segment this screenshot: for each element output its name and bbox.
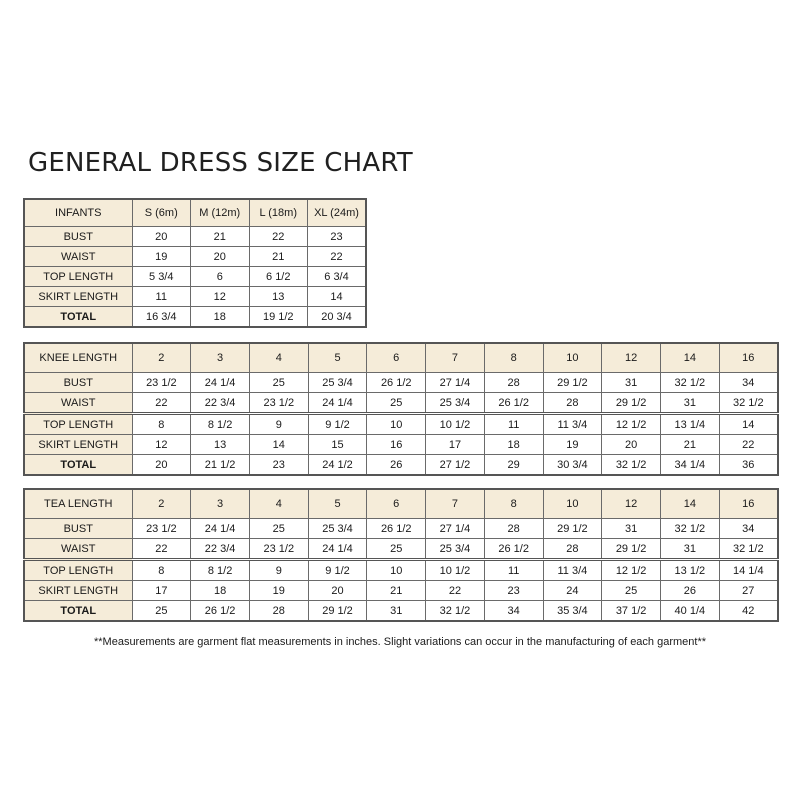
measurement-value: 23 [308, 227, 367, 247]
size-header-cell: 16 [719, 343, 778, 373]
measurement-value: 24 1/4 [308, 393, 367, 414]
measurement-label: SKIRT LENGTH [24, 581, 132, 601]
measurement-value: 12 1/2 [602, 560, 661, 581]
size-header-cell: 7 [426, 343, 485, 373]
knee-length-size-table [23, 342, 779, 476]
table-row [24, 581, 778, 601]
table-row [24, 393, 778, 414]
header-row [24, 489, 778, 519]
measurement-value: 29 1/2 [543, 519, 602, 539]
size-header-cell: 3 [191, 343, 250, 373]
measurement-value: 37 1/2 [602, 601, 661, 622]
measurement-value: 11 3/4 [543, 560, 602, 581]
measurement-value: 27 1/2 [426, 455, 485, 476]
tea-length-size-table [23, 488, 779, 622]
size-header-cell: S (6m) [132, 199, 191, 227]
measurement-value: 20 [602, 435, 661, 455]
measurement-value: 32 1/2 [719, 393, 778, 414]
measurement-value: 35 3/4 [543, 601, 602, 622]
measurement-label: BUST [24, 519, 132, 539]
measurement-value: 27 1/4 [426, 373, 485, 393]
measurement-value: 10 1/2 [426, 560, 485, 581]
measurement-label: SKIRT LENGTH [24, 435, 132, 455]
measurement-value: 14 [249, 435, 308, 455]
measurement-value: 8 1/2 [191, 560, 250, 581]
measurement-value: 31 [602, 373, 661, 393]
measurement-value: 17 [426, 435, 485, 455]
measurement-value: 12 [132, 435, 191, 455]
size-header-cell: 3 [191, 489, 250, 519]
size-header-cell: 14 [660, 489, 719, 519]
measurement-value: 25 [249, 373, 308, 393]
measurement-value: 34 1/4 [660, 455, 719, 476]
measurement-value: 24 1/4 [191, 519, 250, 539]
measurement-value: 29 1/2 [543, 373, 602, 393]
table-row [24, 227, 366, 247]
measurement-value: 11 3/4 [543, 414, 602, 435]
measurement-value: 18 [484, 435, 543, 455]
measurement-value: 23 [249, 455, 308, 476]
measurement-value: 19 [543, 435, 602, 455]
measurement-value: 13 1/4 [660, 414, 719, 435]
size-header-cell: 5 [308, 343, 367, 373]
measurement-value: 21 [191, 227, 250, 247]
measurement-value: 22 3/4 [191, 539, 250, 560]
measurement-value: 16 [367, 435, 426, 455]
measurement-value: 24 [543, 581, 602, 601]
size-header-cell: 4 [249, 343, 308, 373]
measurement-value: 26 1/2 [484, 539, 543, 560]
size-header-cell: 6 [367, 343, 426, 373]
measurement-value: 22 [132, 539, 191, 560]
measurement-value: 27 1/4 [426, 519, 485, 539]
measurement-value: 26 1/2 [484, 393, 543, 414]
measurement-value: 9 [249, 560, 308, 581]
measurement-value: 25 3/4 [426, 393, 485, 414]
measurement-value: 10 1/2 [426, 414, 485, 435]
table-name-cell: INFANTS [24, 199, 132, 227]
measurement-value: 42 [719, 601, 778, 622]
measurement-value: 32 1/2 [660, 373, 719, 393]
size-header-cell: 2 [132, 343, 191, 373]
table-row [24, 519, 778, 539]
table-name-cell: TEA LENGTH [24, 489, 132, 519]
measurement-value: 26 1/2 [367, 519, 426, 539]
measurement-value: 6 3/4 [308, 267, 367, 287]
table-name-cell: KNEE LENGTH [24, 343, 132, 373]
measurement-value: 40 1/4 [660, 601, 719, 622]
measurement-value: 18 [191, 581, 250, 601]
measurement-label: TOP LENGTH [24, 560, 132, 581]
table-row [24, 307, 366, 328]
table-row [24, 601, 778, 622]
measurement-value: 5 3/4 [132, 267, 191, 287]
measurement-value: 25 [367, 393, 426, 414]
measurement-value: 25 [132, 601, 191, 622]
measurement-value: 25 3/4 [308, 373, 367, 393]
measurement-value: 27 [719, 581, 778, 601]
measurement-value: 20 [132, 455, 191, 476]
measurement-value: 17 [132, 581, 191, 601]
measurement-value: 9 [249, 414, 308, 435]
measurement-value: 19 [132, 247, 191, 267]
measurement-value: 26 1/2 [191, 601, 250, 622]
size-header-cell: 8 [484, 489, 543, 519]
measurement-value: 20 3/4 [308, 307, 367, 328]
measurement-value: 8 [132, 414, 191, 435]
measurement-value: 19 1/2 [249, 307, 308, 328]
table-row [24, 455, 778, 476]
measurement-value: 22 3/4 [191, 393, 250, 414]
measurement-value: 12 [191, 287, 250, 307]
measurement-value: 28 [484, 519, 543, 539]
measurement-value: 31 [367, 601, 426, 622]
measurement-value: 29 [484, 455, 543, 476]
size-header-cell: 14 [660, 343, 719, 373]
measurement-value: 21 [249, 247, 308, 267]
measurement-value: 32 1/2 [660, 519, 719, 539]
size-header-cell: 7 [426, 489, 485, 519]
measurement-label: BUST [24, 227, 132, 247]
measurement-value: 26 1/2 [367, 373, 426, 393]
measurement-value: 9 1/2 [308, 560, 367, 581]
measurement-value: 24 1/4 [308, 539, 367, 560]
measurement-value: 21 [660, 435, 719, 455]
measurement-value: 28 [484, 373, 543, 393]
measurement-value: 28 [543, 539, 602, 560]
measurement-value: 22 [426, 581, 485, 601]
measurement-label: WAIST [24, 539, 132, 560]
measurement-value: 31 [602, 519, 661, 539]
measurement-value: 10 [367, 414, 426, 435]
table-row [24, 539, 778, 560]
measurement-value: 20 [308, 581, 367, 601]
measurement-value: 13 1/2 [660, 560, 719, 581]
measurement-value: 29 1/2 [602, 393, 661, 414]
measurement-value: 31 [660, 539, 719, 560]
measurement-value: 21 1/2 [191, 455, 250, 476]
measurement-value: 13 [191, 435, 250, 455]
measurement-value: 15 [308, 435, 367, 455]
table-row [24, 560, 778, 581]
measurement-value: 18 [191, 307, 250, 328]
measurement-value: 34 [719, 519, 778, 539]
table-row [24, 247, 366, 267]
size-header-cell: 4 [249, 489, 308, 519]
measurement-value: 29 1/2 [308, 601, 367, 622]
measurement-value: 21 [367, 581, 426, 601]
measurement-value: 23 1/2 [249, 539, 308, 560]
measurement-value: 31 [660, 393, 719, 414]
measurement-value: 6 1/2 [249, 267, 308, 287]
measurement-value: 25 [602, 581, 661, 601]
size-header-cell: 10 [543, 343, 602, 373]
measurement-value: 22 [249, 227, 308, 247]
table-row [24, 287, 366, 307]
measurement-value: 29 1/2 [602, 539, 661, 560]
measurement-value: 11 [484, 560, 543, 581]
measurement-value: 20 [191, 247, 250, 267]
measurement-footnote: **Measurements are garment flat measurements in inches. Slight variations can occur in the manufacturing of each garment** [93, 636, 707, 648]
measurement-value: 9 1/2 [308, 414, 367, 435]
header-row [24, 343, 778, 373]
measurement-value: 16 3/4 [132, 307, 191, 328]
measurement-value: 28 [249, 601, 308, 622]
size-header-cell: 16 [719, 489, 778, 519]
measurement-value: 34 [484, 601, 543, 622]
measurement-value: 36 [719, 455, 778, 476]
size-header-cell: M (12m) [191, 199, 250, 227]
measurement-value: 10 [367, 560, 426, 581]
measurement-value: 23 1/2 [132, 519, 191, 539]
measurement-value: 34 [719, 373, 778, 393]
measurement-value: 25 [249, 519, 308, 539]
measurement-value: 14 [308, 287, 367, 307]
measurement-value: 14 [719, 414, 778, 435]
header-row [24, 199, 366, 227]
measurement-value: 30 3/4 [543, 455, 602, 476]
measurement-value: 25 [367, 539, 426, 560]
measurement-value: 14 1/4 [719, 560, 778, 581]
size-header-cell: 10 [543, 489, 602, 519]
measurement-value: 23 1/2 [249, 393, 308, 414]
measurement-value: 20 [132, 227, 191, 247]
measurement-value: 24 1/4 [191, 373, 250, 393]
measurement-label: TOTAL [24, 307, 132, 328]
page-title: GENERAL DRESS SIZE CHART [28, 148, 413, 178]
measurement-value: 28 [543, 393, 602, 414]
measurement-label: TOP LENGTH [24, 414, 132, 435]
infants-size-table [23, 198, 367, 328]
measurement-value: 23 [484, 581, 543, 601]
measurement-value: 6 [191, 267, 250, 287]
measurement-value: 22 [719, 435, 778, 455]
measurement-value: 25 3/4 [308, 519, 367, 539]
size-header-cell: XL (24m) [308, 199, 367, 227]
measurement-value: 8 1/2 [191, 414, 250, 435]
measurement-value: 24 1/2 [308, 455, 367, 476]
measurement-value: 26 [367, 455, 426, 476]
measurement-value: 11 [132, 287, 191, 307]
measurement-value: 32 1/2 [426, 601, 485, 622]
measurement-label: TOP LENGTH [24, 267, 132, 287]
measurement-value: 22 [308, 247, 367, 267]
measurement-label: WAIST [24, 393, 132, 414]
measurement-value: 11 [484, 414, 543, 435]
measurement-label: BUST [24, 373, 132, 393]
measurement-label: WAIST [24, 247, 132, 267]
measurement-value: 26 [660, 581, 719, 601]
measurement-label: TOTAL [24, 601, 132, 622]
size-header-cell: 6 [367, 489, 426, 519]
table-row [24, 414, 778, 435]
measurement-value: 22 [132, 393, 191, 414]
measurement-value: 8 [132, 560, 191, 581]
table-row [24, 267, 366, 287]
size-header-cell: 8 [484, 343, 543, 373]
table-row [24, 373, 778, 393]
measurement-value: 25 3/4 [426, 539, 485, 560]
size-header-cell: 5 [308, 489, 367, 519]
size-header-cell: 2 [132, 489, 191, 519]
measurement-value: 19 [249, 581, 308, 601]
table-row [24, 435, 778, 455]
measurement-value: 13 [249, 287, 308, 307]
measurement-label: TOTAL [24, 455, 132, 476]
measurement-label: SKIRT LENGTH [24, 287, 132, 307]
measurement-value: 23 1/2 [132, 373, 191, 393]
size-header-cell: 12 [602, 489, 661, 519]
measurement-value: 12 1/2 [602, 414, 661, 435]
measurement-value: 32 1/2 [719, 539, 778, 560]
size-header-cell: L (18m) [249, 199, 308, 227]
measurement-value: 32 1/2 [602, 455, 661, 476]
size-header-cell: 12 [602, 343, 661, 373]
